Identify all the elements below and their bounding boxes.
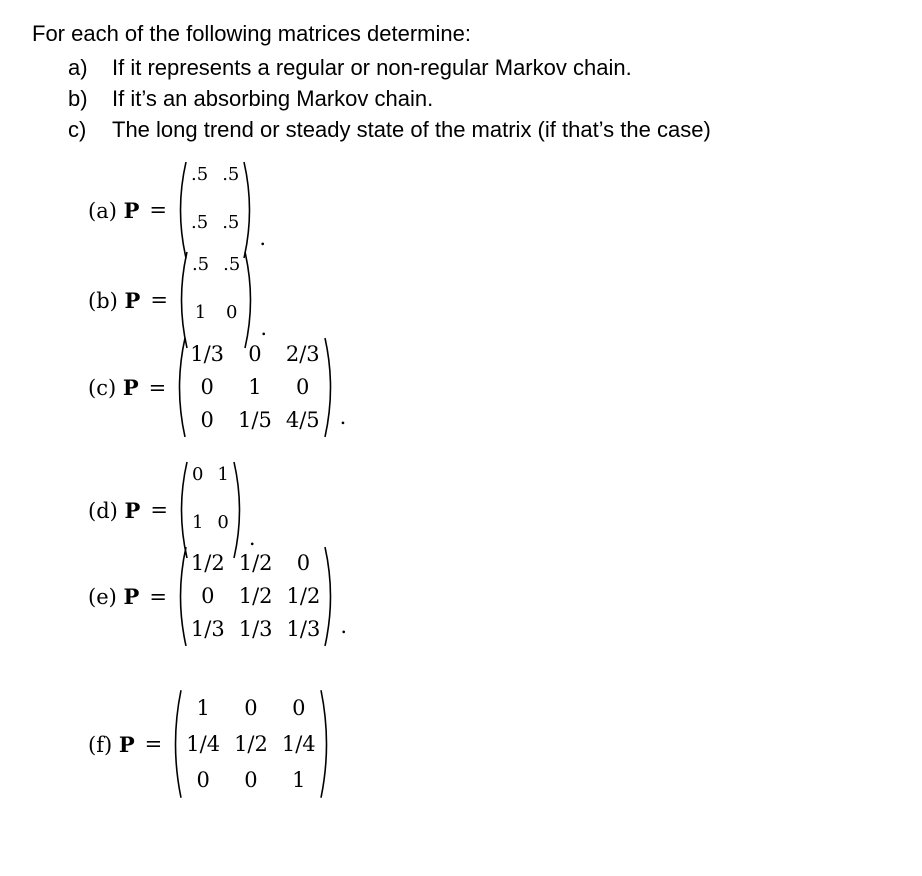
matrix-entries [190,250,242,350]
matrix-cell: 1/2 [238,551,273,575]
matrix-cell: .5 [191,254,210,275]
matrix-cell: 1 [248,375,262,399]
matrix-cell: 1/3 [238,617,273,641]
matrix-cell: 1 [196,696,210,720]
problem-label: (d) P [88,497,141,523]
matrix-cell: 0 [200,408,214,432]
matrix-cell: 0 [196,768,210,792]
instruction-marker: a) [68,55,88,80]
matrix-cell: 1/5 [238,408,272,432]
period: . [339,405,347,429]
matrix-cell: 1/3 [190,617,225,641]
left-paren [168,688,184,800]
matrix-cell: 1/2 [286,584,321,608]
matrix-entries [189,160,241,260]
intro-text: For each of the following matrices determine: [32,21,471,46]
period: . [248,526,256,550]
right-paren [322,545,338,648]
matrix [174,250,258,350]
equals-sign: = [149,198,167,222]
instruction-a [68,52,632,83]
problem-e [88,545,347,648]
matrix-cell: .5 [223,254,241,275]
matrix-cell: 1/4 [186,732,221,756]
matrix [168,688,333,800]
left-paren [172,336,188,439]
matrix-cell: 0 [292,696,306,720]
matrix-cell: 0 [191,464,204,485]
matrix-entries [188,336,321,439]
matrix-cell: 0 [217,512,229,533]
matrix [172,336,337,439]
period: . [260,316,267,340]
matrix-entries [184,688,317,800]
instruction-text: The long trend or steady state of the matrix (if that’s the case) [112,117,711,142]
matrix-cell: 1/3 [286,617,321,641]
matrix [173,160,257,260]
right-paren [322,336,338,439]
problem-a [88,160,266,260]
matrix-cell: 1/2 [238,584,273,608]
matrix-cell: 1/3 [190,342,225,366]
instruction-marker: b) [68,86,88,111]
matrix-cell: 4/5 [285,408,320,432]
period: . [259,226,267,250]
problem-label: (e) P [88,584,140,609]
equals-sign: = [149,584,167,609]
instruction-marker: c) [68,117,87,142]
left-paren [174,250,190,350]
matrix-cell: .5 [222,164,240,185]
problem-label: (f) P [88,731,135,757]
matrix-cell: 1/2 [234,732,268,756]
matrix-cell: .5 [191,164,209,185]
left-paren [173,545,189,648]
matrix-cell: 0 [244,768,258,792]
problem-b [88,250,267,350]
matrix-cell: 0 [296,375,310,399]
matrix-cell: 0 [296,551,311,575]
instruction-c [68,114,711,145]
matrix-cell: .5 [191,212,209,233]
problem-f [88,688,336,800]
matrix-cell: 1 [191,512,204,533]
matrix-cell: .5 [222,212,240,233]
equals-sign: = [148,375,167,400]
matrix-entries [189,545,322,648]
instruction-text: If it’s an absorbing Markov chain. [112,86,434,111]
right-paren [241,160,257,260]
matrix-cell: 0 [200,375,214,399]
problem-label: (b) P [88,287,141,313]
instruction-text: If it represents a regular or non-regular Markov chain. [112,55,632,80]
right-paren [242,250,258,350]
matrix-cell: 0 [201,584,215,608]
equals-sign: = [144,732,163,756]
matrix-cell: 0 [225,302,238,323]
problem-label: (a) P [88,197,140,223]
equals-sign: = [150,288,168,312]
matrix-cell: 1 [292,768,306,792]
matrix-cell: 1/4 [281,732,316,756]
matrix-cell: 1/2 [190,551,225,575]
left-paren [173,160,189,260]
matrix-cell: 0 [244,696,258,720]
period: . [340,614,347,638]
instruction-b [68,83,433,114]
matrix-cell: 0 [248,342,262,366]
matrix [173,545,338,648]
matrix-cell: 1 [194,302,207,323]
problem-label: (c) P [88,375,139,400]
right-paren [318,688,334,800]
problem-c [88,336,346,439]
matrix-cell: 1 [217,464,229,485]
matrix-cell: 2/3 [285,342,320,366]
equals-sign: = [150,498,168,522]
